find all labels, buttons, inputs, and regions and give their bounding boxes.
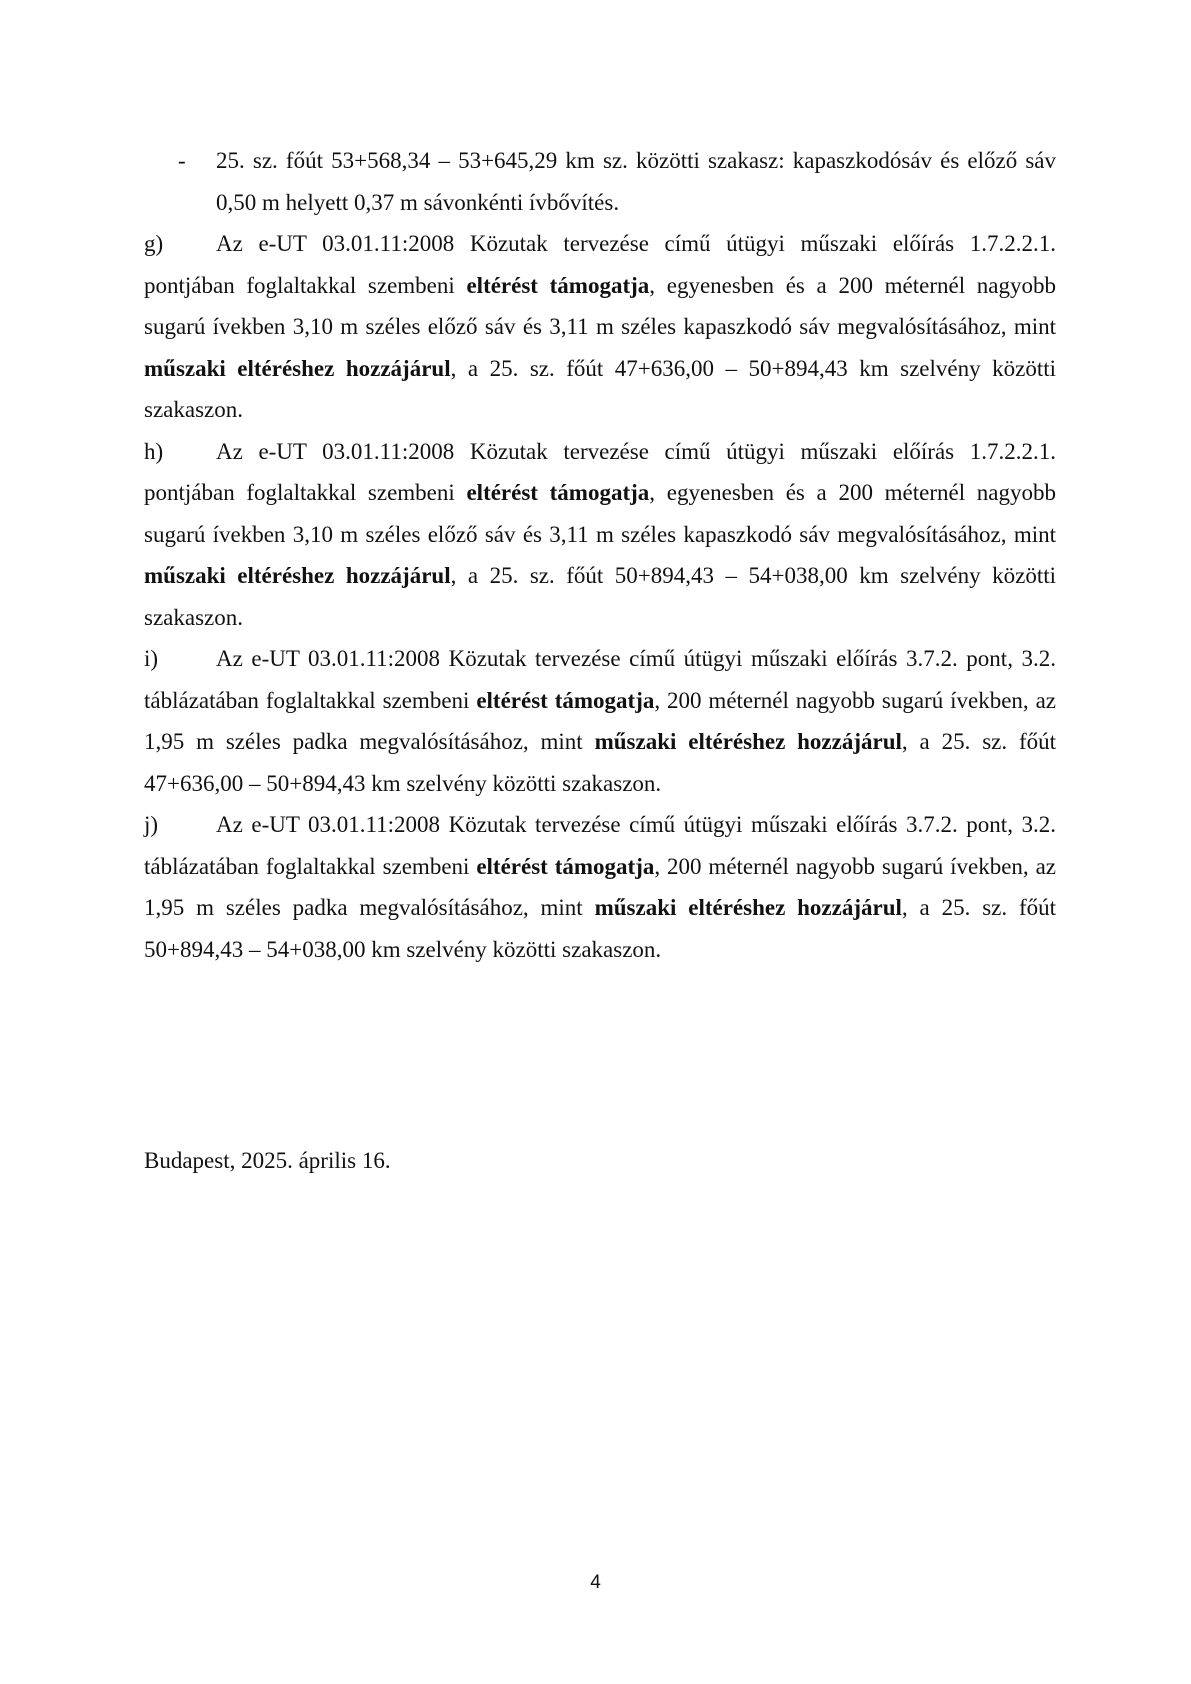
item-j-bold-2: műszaki eltéréshez hozzájárul xyxy=(594,895,902,920)
dash-item-text: 25. sz. főút 53+568,34 – 53+645,29 km sz. közötti szakasz: kapaszkodósáv és előző sáv 0,50 m helyett 0,37 m sávonkénti ívbővítés. xyxy=(216,148,1056,215)
item-h-text-3: , a 25. sz. főút 50+894,43 – 54+038,00 km szelvény közötti szakaszon. xyxy=(144,563,1056,630)
item-j-text-3: , a 25. sz. főút 50+894,43 – 54+038,00 km szelvény közötti szakaszon. xyxy=(144,895,1057,962)
list-item-dash xyxy=(144,140,1056,223)
item-i-text-2: , 200 méternél nagyobb sugarú ívekben, az 1,95 m széles padka megvalósításához, mint xyxy=(144,687,1056,754)
item-j-bold-1: eltérést támogatja xyxy=(476,853,655,879)
item-j-text-2: , 200 méternél nagyobb sugarú ívekben, az 1,95 m széles padka megvalósításához, mint xyxy=(144,853,1056,920)
item-label-j: j) xyxy=(144,812,159,837)
item-j-text-1: Az e-UT 03.01.11:2008 Közutak tervezése című útügyi műszaki előírás 3.7.2. pont, 3.2. táblázatában foglaltakkal szembeni xyxy=(144,812,1056,879)
item-g-text-1: Az e-UT 03.01.11:2008 Közutak tervezése című útügyi műszaki előírás 1.7.2.2.1. pontjában foglaltakkal szembeni xyxy=(144,231,1056,298)
item-label-i: i) xyxy=(144,646,159,671)
page-number: 4 xyxy=(590,1572,601,1593)
item-label-h: h) xyxy=(144,438,164,464)
item-g-text-3: , a 25. sz. főút 47+636,00 – 50+894,43 km szelvény közötti szakaszon. xyxy=(144,355,1056,422)
item-i-bold-1: eltérést támogatja xyxy=(476,687,655,713)
dash-marker: - xyxy=(178,148,186,173)
item-g-bold-1: eltérést támogatja xyxy=(466,272,650,298)
item-h-bold-2: műszaki eltéréshez hozzájárul xyxy=(144,563,451,588)
list-item-j xyxy=(144,804,1056,970)
list-item-i xyxy=(144,638,1056,804)
item-h-text-2: , egyenesben és a 200 méternél nagyobb sugarú ívekben 3,10 m széles előző sáv és 3,11 m széles kapaszkodó sáv megvalósításához, mint xyxy=(144,480,1056,547)
list-item-h xyxy=(144,431,1056,639)
place-and-date: Budapest, 2025. április 16. xyxy=(144,1148,391,1173)
item-i-bold-2: műszaki eltéréshez hozzájárul xyxy=(594,729,902,754)
list-item-g xyxy=(144,223,1056,431)
item-g-text-2: , egyenesben és a 200 méternél nagyobb sugarú ívekben 3,10 m széles előző sáv és 3,11 m széles kapaszkodó sáv megvalósításához, mint xyxy=(144,272,1056,339)
item-label-g: g) xyxy=(144,231,164,256)
document-body xyxy=(144,140,1056,970)
item-h-bold-1: eltérést támogatja xyxy=(466,480,650,505)
item-i-text-3: , a 25. sz. főút 47+636,00 – 50+894,43 km szelvény közötti szakaszon. xyxy=(144,729,1057,796)
item-h-text-1: Az e-UT 03.01.11:2008 Közutak tervezése című útügyi műszaki előírás 1.7.2.2.1. pontjában foglaltakkal szembeni xyxy=(144,438,1056,505)
item-i-text-1: Az e-UT 03.01.11:2008 Közutak tervezése című útügyi műszaki előírás 3.7.2. pont, 3.2. táblázatában foglaltakkal szembeni xyxy=(144,646,1056,713)
item-g-bold-2: műszaki eltéréshez hozzájárul xyxy=(144,355,451,381)
